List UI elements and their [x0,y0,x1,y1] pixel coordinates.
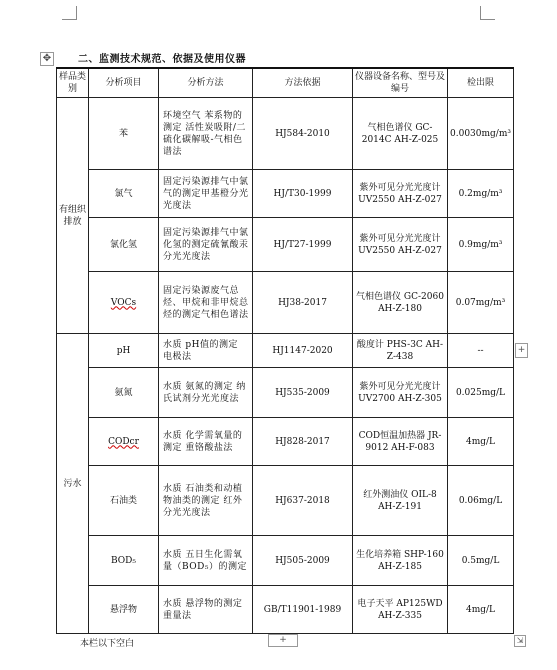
item-cell: 氯化氢 [89,218,159,272]
limit-cell: 0.9mg/m³ [448,218,514,272]
basis-cell: HJ/T30-1999 [253,170,353,218]
basis-cell: HJ637-2018 [253,466,353,536]
limit-cell: 0.0030mg/m³ [448,98,514,170]
item-cell: 石油类 [89,466,159,536]
basis-cell: HJ584-2010 [253,98,353,170]
limit-cell: 0.025mg/L [448,368,514,418]
method-cell: 水质 悬浮物的测定 重量法 [159,586,253,634]
limit-cell: 0.5mg/L [448,536,514,586]
table-header-row [57,68,514,98]
instrument-cell: 紫外可见分光光度计 UV2550 AH-Z-027 [353,170,448,218]
method-cell: 水质 氨氮的测定 纳氏试剂分光光度法 [159,368,253,418]
add-row-button[interactable]: + [268,634,298,647]
limit-cell: 0.07mg/m³ [448,272,514,334]
basis-cell: HJ535-2009 [253,368,353,418]
limit-cell: 0.06mg/L [448,466,514,536]
item-cell: CODcr [89,418,159,466]
header-instrument: 仪器设备名称、型号及编号 [353,68,448,98]
table-row [57,466,514,536]
method-cell: 固定污染源排气中氯化氢的测定硫氰酸汞分光光度法 [159,218,253,272]
header-detection-limit: 检出限 [448,68,514,98]
category-cell-organized-emission: 有组织排放 [57,98,89,334]
method-cell: 水质 pH值的测定 电极法 [159,334,253,368]
table-row [57,272,514,334]
instrument-cell: 气相色谱仪 GC-2060 AH-Z-180 [353,272,448,334]
section-heading: 二、监测技术规范、依据及使用仪器 [78,54,246,65]
instrument-cell: 气相色谱仪 GC-2014C AH-Z-025 [353,98,448,170]
monitoring-methods-table [56,67,514,634]
table-row [57,368,514,418]
header-sample-category: 样品类别 [57,68,89,98]
basis-cell: HJ505-2009 [253,536,353,586]
instrument-cell: 生化培养箱 SHP-160 AH-Z-185 [353,536,448,586]
crop-mark-top-left [76,6,77,20]
item-cell: VOCs [89,272,159,334]
item-cell: 悬浮物 [89,586,159,634]
header-analysis-method: 分析方法 [159,68,253,98]
add-column-button[interactable]: + [515,343,528,358]
crop-mark-top-left-h [62,19,76,20]
table-row [57,170,514,218]
footnote-blank-below: 本栏以下空白 [80,639,135,649]
limit-cell: 0.2mg/m³ [448,170,514,218]
method-cell: 固定污染源废气总烃、甲烷和非甲烷总烃的测定气相色谱法 [159,272,253,334]
instrument-cell: 红外测油仪 OIL-8 AH-Z-191 [353,466,448,536]
basis-cell: HJ38-2017 [253,272,353,334]
basis-cell: HJ828-2017 [253,418,353,466]
instrument-cell: 酸度计 PHS-3C AH-Z-438 [353,334,448,368]
basis-cell: HJ/T27-1999 [253,218,353,272]
table-move-handle[interactable]: ✥ [40,52,54,66]
crop-mark-top-right-h [481,19,495,20]
method-cell: 水质 化学需氧量的测定 重铬酸盐法 [159,418,253,466]
crop-mark-top-right [480,6,481,20]
instrument-cell: 紫外可见分光光度计 UV2550 AH-Z-027 [353,218,448,272]
table-row [57,536,514,586]
method-cell: 水质 石油类和动植物油类的测定 红外分光光度法 [159,466,253,536]
instrument-cell: 紫外可见分光光度计 UV2700 AH-Z-305 [353,368,448,418]
header-method-basis: 方法依据 [253,68,353,98]
header-analysis-item: 分析项目 [89,68,159,98]
limit-cell: 4mg/L [448,418,514,466]
item-cell: 氯气 [89,170,159,218]
table-row [57,334,514,368]
table-resize-handle[interactable]: ⇲ [514,635,526,647]
instrument-cell: 电子天平 AP125WD AH-Z-335 [353,586,448,634]
instrument-cell: COD恒温加热器 JR-9012 AH-F-083 [353,418,448,466]
method-cell: 环境空气 苯系物的测定 活性炭吸附/二硫化碳解吸-气相色谱法 [159,98,253,170]
table-row [57,98,514,170]
table-row [57,218,514,272]
item-cell: 苯 [89,98,159,170]
category-cell-wastewater: 污水 [57,334,89,634]
table-row [57,418,514,466]
method-cell: 固定污染源排气中氯气的测定甲基橙分光光度法 [159,170,253,218]
basis-cell: GB/T11901-1989 [253,586,353,634]
limit-cell: 4mg/L [448,586,514,634]
item-cell: pH [89,334,159,368]
limit-cell: -- [448,334,514,368]
item-cell: 氨氮 [89,368,159,418]
method-cell: 水质 五日生化需氧量（BOD₅）的测定 [159,536,253,586]
basis-cell: HJ1147-2020 [253,334,353,368]
table-row [57,586,514,634]
item-cell: BOD₅ [89,536,159,586]
